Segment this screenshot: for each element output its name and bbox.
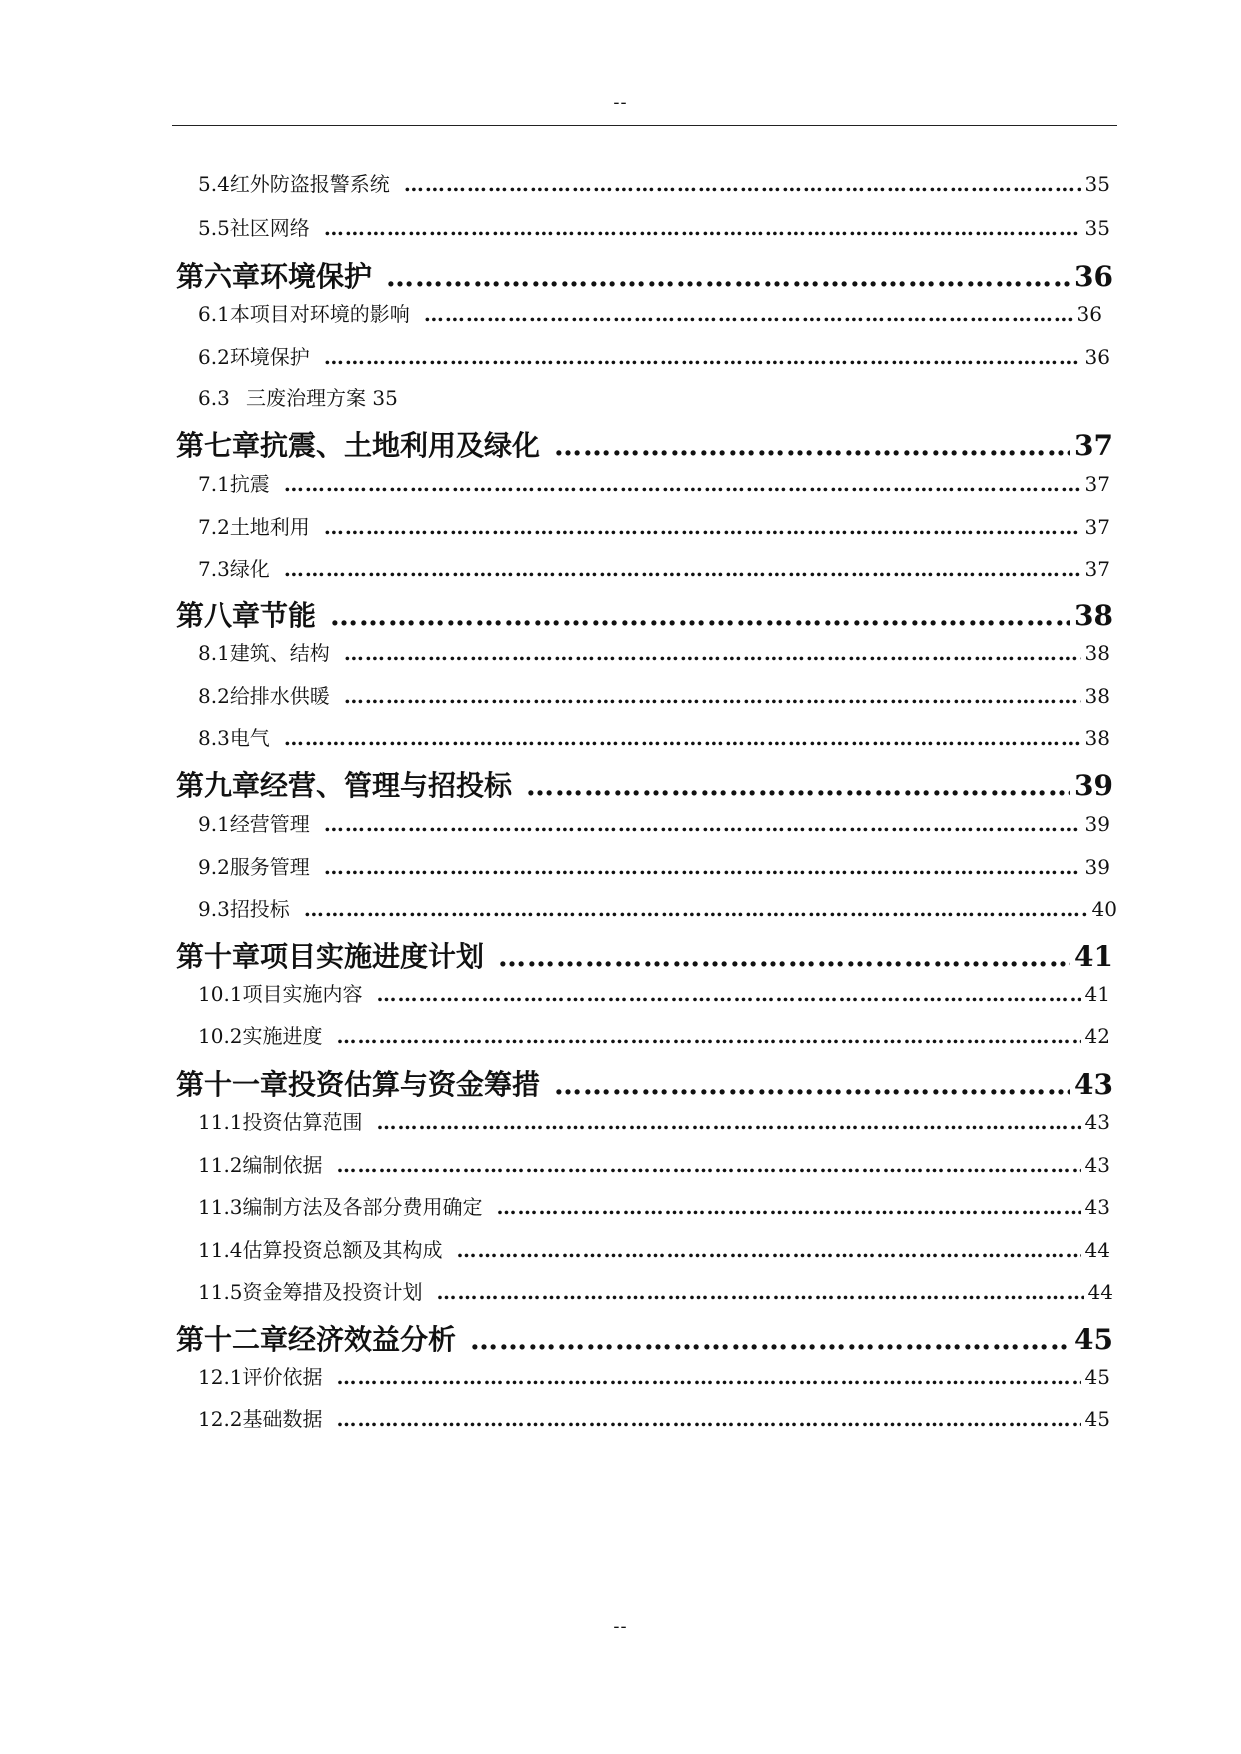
toc-chapter-entry[interactable]: [176, 424, 1113, 464]
toc-section-entry[interactable]: [198, 1361, 1110, 1390]
toc-entry-page: 37: [1074, 429, 1113, 462]
toc-dot-leader: [284, 472, 1081, 496]
toc-dot-leader: [498, 940, 1070, 973]
toc-entry-title: 土地利用: [229, 515, 310, 539]
toc-entry-page: 36: [1074, 260, 1113, 293]
toc-entry-number: 8.3: [198, 726, 230, 750]
toc-dot-leader: [424, 302, 1073, 326]
toc-entry-number: 10.2: [198, 1024, 243, 1048]
toc-entry-title: 编制依据: [242, 1153, 323, 1177]
toc-entry-title: 投资估算与资金筹措: [288, 1068, 541, 1101]
toc-entry-title: 给排水供暖: [229, 684, 330, 708]
toc-entry-number: 8.1: [198, 641, 230, 665]
toc-dot-leader: [324, 812, 1081, 836]
toc-entry-number: 7.2: [198, 515, 230, 539]
toc-entry-page: 37: [1084, 557, 1110, 581]
toc-entry-page: 39: [1074, 769, 1113, 802]
toc-entry-page: 38: [1074, 599, 1113, 632]
toc-entry-number: 6.3: [198, 386, 230, 410]
toc-chapter-entry[interactable]: [176, 935, 1113, 975]
toc-entry-number: 9.3: [198, 897, 230, 921]
toc-entry-page: 35: [1084, 216, 1110, 240]
toc-chapter-entry[interactable]: [176, 255, 1113, 295]
toc-entry-title: 经营管理: [229, 812, 310, 836]
toc-entry-page: 45: [1074, 1323, 1113, 1356]
toc-section-entry[interactable]: [198, 637, 1110, 666]
toc-entry-page: 37: [1084, 515, 1110, 539]
toc-entry-number: 第十二章: [176, 1323, 289, 1356]
toc-entry-page: 39: [1084, 812, 1110, 836]
toc-section-entry[interactable]: [198, 1403, 1110, 1432]
toc-section-entry[interactable]: [198, 808, 1110, 837]
toc-section-entry[interactable]: [198, 168, 1110, 197]
toc-entry-page: 39: [1084, 855, 1110, 879]
toc-entry-page: 36: [1084, 345, 1110, 369]
toc-dot-leader: [337, 1153, 1081, 1177]
toc-entry-number: 7.3: [198, 557, 230, 581]
toc-entry-page: 37: [1084, 472, 1110, 496]
toc-entry-number: 第十一章: [176, 1068, 289, 1101]
toc-section-entry[interactable]: [198, 680, 1110, 709]
toc-entry-number: 7.1: [198, 472, 230, 496]
toc-entry-title: 建筑、结构: [229, 641, 330, 665]
toc-chapter-entry[interactable]: [176, 1063, 1113, 1103]
toc-entry-title: 红外防盗报警系统: [229, 172, 390, 196]
toc-section-entry[interactable]: [198, 978, 1110, 1007]
toc-entry-title: 环境保护: [260, 260, 373, 293]
toc-section-entry[interactable]: [198, 893, 1117, 922]
toc-dot-leader: [337, 1365, 1081, 1389]
toc-section-entry[interactable]: [198, 212, 1110, 241]
toc-dot-leader: [404, 172, 1081, 196]
toc-entry-title: 编制方法及各部分费用确定: [242, 1195, 483, 1219]
toc-entry-number: 12.1: [198, 1365, 243, 1389]
toc-entry-title: 投资估算范围: [242, 1110, 363, 1134]
toc-entry-page: 36: [1076, 302, 1102, 326]
toc-entry-title: 招投标: [229, 897, 290, 921]
toc-entry-title: 抗震: [229, 472, 270, 496]
toc-dot-leader: [437, 1280, 1084, 1304]
toc-dot-leader: [284, 726, 1081, 750]
toc-entry-title: 三废治理方案 35: [246, 386, 398, 410]
toc-entry-page: 45: [1084, 1407, 1110, 1431]
toc-dot-leader: [284, 557, 1081, 581]
toc-entry-title: 实施进度: [242, 1024, 323, 1048]
toc-dot-leader: [554, 1068, 1070, 1101]
toc-entry-title: 节能: [260, 599, 317, 632]
toc-dot-leader: [497, 1195, 1081, 1219]
toc-entry-title: 本项目对环境的影响: [229, 302, 410, 326]
toc-dot-leader: [324, 855, 1081, 879]
toc-entry-number: 12.2: [198, 1407, 243, 1431]
toc-entry-page: 43: [1084, 1153, 1110, 1177]
toc-entry-page: 38: [1084, 684, 1110, 708]
toc-entry-title: 绿化: [229, 557, 270, 581]
toc-entry-number: 11.3: [198, 1195, 243, 1219]
toc-entry-title: 项目实施进度计划: [260, 940, 485, 973]
toc-section-entry[interactable]: [198, 1234, 1110, 1263]
toc-entry-title: 评价依据: [242, 1365, 323, 1389]
toc-section-entry[interactable]: [198, 851, 1110, 880]
toc-entry-title: 基础数据: [242, 1407, 323, 1431]
toc-dot-leader: [330, 599, 1070, 632]
toc-entry-page: 43: [1084, 1195, 1110, 1219]
toc-entry-number: 9.1: [198, 812, 230, 836]
toc-dot-leader: [386, 260, 1070, 293]
toc-entry-title: 项目实施内容: [242, 982, 363, 1006]
toc-entry-page: 35: [1084, 172, 1110, 196]
toc-entry-number: 5.5: [198, 216, 230, 240]
toc-dot-leader: [344, 684, 1081, 708]
toc-dot-leader: [324, 515, 1081, 539]
toc-entry-number: 6.1: [198, 302, 230, 326]
toc-section-entry[interactable]: [198, 298, 1102, 327]
toc-section-entry[interactable]: [198, 1276, 1113, 1305]
toc-dot-leader: [377, 982, 1081, 1006]
toc-entry-page: 38: [1084, 726, 1110, 750]
toc-entry-number: 11.5: [198, 1280, 243, 1304]
toc-entry-title: 经营、管理与招投标: [260, 769, 513, 802]
toc-section-entry[interactable]: [198, 722, 1110, 751]
toc-entry-page: 41: [1074, 940, 1113, 973]
toc-chapter-entry[interactable]: [176, 1318, 1113, 1358]
toc-dot-leader: [324, 345, 1081, 369]
toc-section-entry[interactable]: [198, 382, 398, 411]
toc-entry-number: 11.4: [198, 1238, 243, 1262]
toc-entry-title: 社区网络: [229, 216, 310, 240]
toc-dot-leader: [377, 1110, 1081, 1134]
toc-section-entry[interactable]: [198, 553, 1110, 582]
toc-section-entry[interactable]: [198, 1149, 1110, 1178]
toc-entry-page: 42: [1084, 1024, 1110, 1048]
toc-entry-page: 43: [1074, 1068, 1113, 1101]
toc-entry-title: 估算投资总额及其构成: [242, 1238, 443, 1262]
toc-dot-leader: [526, 769, 1070, 802]
toc-entry-title: 抗震、土地利用及绿化: [260, 429, 541, 462]
toc-entry-number: 11.1: [198, 1110, 243, 1134]
toc-entry-page: 41: [1084, 982, 1110, 1006]
toc-dot-leader: [337, 1024, 1081, 1048]
page-footer-mark: --: [613, 1616, 628, 1637]
toc-section-entry[interactable]: [198, 341, 1110, 370]
toc-entry-page: 44: [1087, 1280, 1113, 1304]
toc-section-entry[interactable]: [198, 1191, 1110, 1220]
page-header-mark: --: [613, 92, 628, 113]
toc-entry-title: 电气: [229, 726, 270, 750]
toc-entry-title: 资金筹措及投资计划: [242, 1280, 423, 1304]
toc-entry-page: 43: [1084, 1110, 1110, 1134]
toc-entry-title: 环境保护: [229, 345, 310, 369]
toc-entry-number: 第九章: [176, 769, 261, 802]
toc-chapter-entry[interactable]: [176, 594, 1113, 634]
toc-entry-number: 第八章: [176, 599, 261, 632]
toc-entry-number: 5.4: [198, 172, 230, 196]
toc-section-entry[interactable]: [198, 1020, 1110, 1049]
toc-dot-leader: [337, 1407, 1081, 1431]
toc-entry-page: 40: [1091, 897, 1117, 921]
toc-section-entry[interactable]: [198, 468, 1110, 497]
toc-entry-number: 第六章: [176, 260, 261, 293]
toc-entry-title: 经济效益分析: [288, 1323, 457, 1356]
toc-entry-page: 44: [1084, 1238, 1110, 1262]
toc-dot-leader: [470, 1323, 1070, 1356]
toc-entry-number: 第十章: [176, 940, 261, 973]
toc-dot-leader: [324, 216, 1081, 240]
toc-dot-leader: [344, 641, 1081, 665]
toc-entry-page: 45: [1084, 1365, 1110, 1389]
toc-dot-leader: [457, 1238, 1081, 1262]
toc-entry-page: 38: [1084, 641, 1110, 665]
toc-entry-number: 6.2: [198, 345, 230, 369]
toc-section-entry[interactable]: [198, 1106, 1110, 1135]
toc-entry-number: 11.2: [198, 1153, 243, 1177]
toc-entry-number: 8.2: [198, 684, 230, 708]
toc-chapter-entry[interactable]: [176, 764, 1113, 804]
toc-entry-number: 9.2: [198, 855, 230, 879]
toc-entry-title: 服务管理: [229, 855, 310, 879]
toc-entry-number: 10.1: [198, 982, 243, 1006]
toc-section-entry[interactable]: [198, 511, 1110, 540]
toc-entry-number: 第七章: [176, 429, 261, 462]
toc-dot-leader: [304, 897, 1088, 921]
toc-dot-leader: [554, 429, 1070, 462]
